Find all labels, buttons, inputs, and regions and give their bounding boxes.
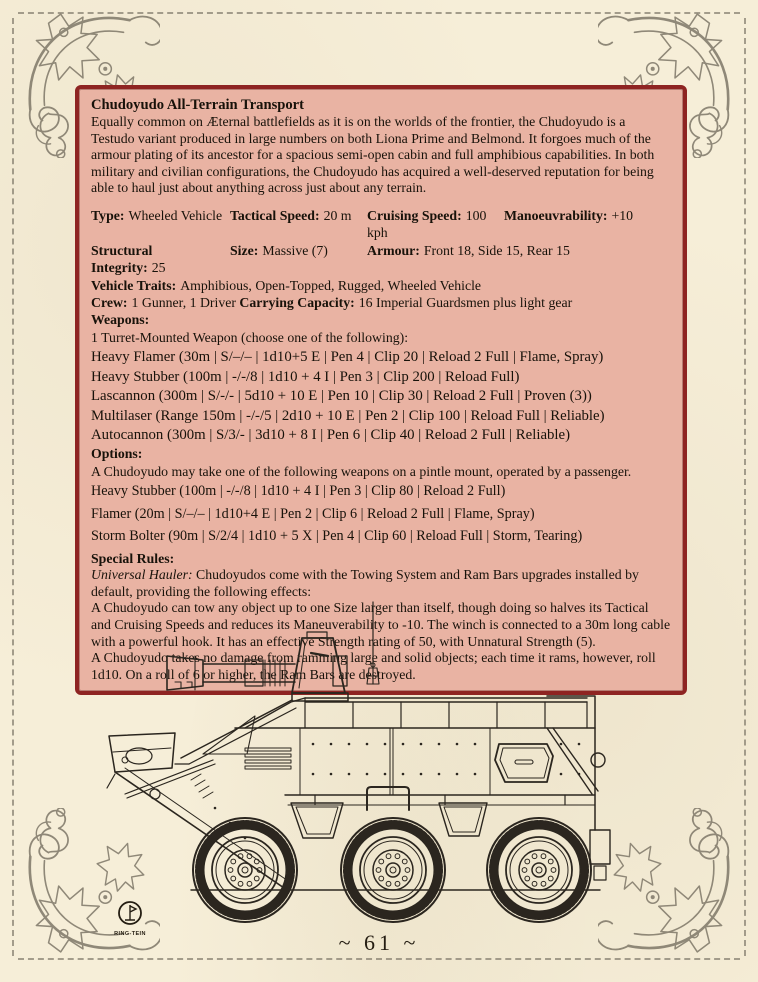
statblock-intro: Equally common on Æternal battlefields as it is on the worlds of the frontier, the Chudoyudo is a Testudo variant produced in large numbers on both Liona Prime and Belmond. It forgoes much of the armour plating of its ancestor for a spacious semi-open cabin and full amphibious capabilities. In both military and civilian configurations, the Chudoyudo has acquired a well-deserved reputation for being able to haul just about anything across just about any terrain. (91, 114, 655, 196)
statblock-title: Chudoyudo All-Terrain Transport (91, 97, 305, 113)
weapon-entry: Storm Bolter (90m | S/2/4 | 1d10 + 5 X | Pen 4 | Clip 60 | Reload Full | Storm, Tearing) (91, 528, 583, 545)
stat-manoeuvrability: Manoeuvrability: +10 (504, 207, 634, 223)
stat-crew-capacity: Crew: 1 Gunner, 1 Driver Carrying Capacity: 16 Imperial Guardsmen plus light gear (91, 295, 573, 310)
stats-grid (91, 207, 671, 277)
special-rule-paragraph: A Chudoyudo can tow any object up to one Size larger than itself, though doing so halves its Tactical and Cruising Speeds and reduces its Maneuverability to -10. The winch is connected to a 30m long cable with a powerful hook. It has an effective Strength rating of 50, with Unnatural Strength (5). (91, 600, 671, 649)
pintle-weapon-list (91, 482, 671, 545)
special-rule-universal-hauler: Universal Hauler: Chudoyudos come with the Towing System and Ram Bars upgrades installed by default, providing the following effects: (91, 567, 639, 599)
stat-size: Size: Massive (7) (230, 242, 328, 258)
weapon-entry: Lascannon (300m | S/-/- | 5d10 + 10 E | Pen 10 | Clip 30 | Reload 2 Full | Proven (3)) (91, 388, 592, 405)
weapons-heading: Weapons: (91, 312, 150, 328)
stat-vehicle-traits: Vehicle Traits: Amphibious, Open-Topped, Rugged, Wheeled Vehicle (91, 277, 482, 293)
turret-weapon-list (91, 348, 671, 445)
stat-armour: Armour: Front 18, Side 15, Rear 15 (367, 242, 570, 258)
weapon-entry: Flamer (20m | S/–/– | 1d10+4 E | Pen 2 | Clip 6 | Reload 2 Full | Flame, Spray) (91, 505, 535, 522)
stat-cruising-speed: Cruising Speed: 100 kph (367, 207, 487, 241)
vehicle-illustration (95, 598, 665, 938)
weapon-entry: Heavy Stubber (100m | -/-/8 | 1d10 + 4 I | Pen 3 | Clip 200 | Reload Full) (91, 368, 520, 385)
weapon-entry: Autocannon (300m | S/3/- | 3d10 + 8 I | Pen 6 | Clip 40 | Reload 2 Full | Reliable) (91, 426, 571, 443)
weapon-entry: Multilaser (Range 150m | -/-/5 | 2d10 + 10 E | Pen 2 | Clip 100 | Reload Full | Reliable) (91, 407, 605, 424)
publisher-logo-icon (116, 899, 144, 927)
artist-mark: RING-TEIN (114, 931, 146, 937)
stat-structural-integrity: Structural Integrity: 25 (91, 242, 166, 276)
stat-tactical-speed: Tactical Speed: 20 m (230, 207, 352, 223)
options-heading: Options: (91, 446, 143, 462)
weapon-entry: Heavy Stubber (100m | -/-/8 | 1d10 + 4 I | Pen 3 | Clip 80 | Reload 2 Full) (91, 483, 506, 500)
turret-weapon-note: 1 Turret-Mounted Weapon (choose one of the following): (91, 329, 409, 345)
special-rule-paragraph: A Chudoyudo takes no damage from ramming large and solid objects; each time it rams, however, roll 1d10. On a roll of 6 or higher, the Ram Bars are destroyed. (91, 650, 656, 682)
options-note: A Chudoyudo may take one of the following weapons on a pintle mount, operated by a passenger. (91, 463, 632, 479)
stat-type: Type: Wheeled Vehicle (91, 207, 223, 223)
weapon-entry: Heavy Flamer (30m | S/–/– | 1d10+5 E | Pen 4 | Clip 20 | Reload 2 Full | Flame, Spray) (91, 349, 604, 366)
page-number: ~ 61 ~ (338, 930, 420, 955)
six-wheeled-transport-drawing (95, 598, 665, 938)
special-rules-heading: Special Rules: (91, 550, 175, 566)
